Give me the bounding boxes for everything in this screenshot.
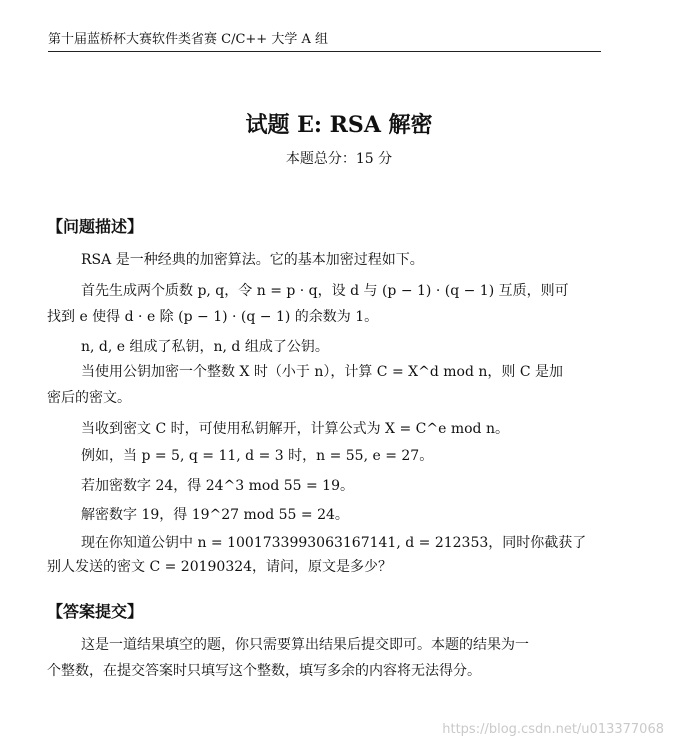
description-line: n, d, e 组成了私钥，n, d 组成了公钥。 <box>81 339 329 355</box>
description-heading: 【问题描述】 <box>47 217 144 236</box>
source-watermark: https://blog.csdn.net/u013377068 <box>442 722 664 737</box>
header-divider <box>48 51 601 52</box>
description-line: 别人发送的密文 C = 20190324，请问，原文是多少？ <box>47 559 393 575</box>
answer-line: 这是一道结果填空的题，你只需要算出结果后提交即可。本题的结果为一 <box>81 637 529 653</box>
description-line: 若加密数字 24，得 24^3 mod 55 = 19。 <box>81 478 354 494</box>
description-line: 首先生成两个质数 p, q，令 n = p · q，设 d 与 (p − 1) · (q − 1) 互质，则可 <box>81 283 569 299</box>
description-line: 例如，当 p = 5, q = 11, d = 3 时，n = 55, e = 27。 <box>81 448 434 464</box>
answer-line: 个整数，在提交答案时只填写这个整数，填写多余的内容将无法得分。 <box>47 663 481 679</box>
description-line: 当收到密文 C 时，可使用私钥解开，计算公式为 X = C^e mod n。 <box>81 421 509 437</box>
page-header: 第十届蓝桥杯大赛软件类省赛 C/C++ 大学 A 组 <box>48 32 328 47</box>
description-line: 解密数字 19，得 19^27 mod 55 = 24。 <box>81 507 349 523</box>
description-line: 密后的密文。 <box>47 390 131 406</box>
problem-title: 试题 E: RSA 解密 <box>245 112 433 138</box>
description-line: RSA 是一种经典的加密算法。它的基本加密过程如下。 <box>81 252 424 268</box>
description-line: 当使用公钥加密一个整数 X 时（小于 n），计算 C = X^d mod n，则 C 是加 <box>81 364 563 380</box>
description-line: 现在你知道公钥中 n = 1001733993063167141, d = 212353，同时你截获了 <box>81 535 587 551</box>
description-line: 找到 e 使得 d · e 除 (p − 1) · (q − 1) 的余数为 1。 <box>47 309 379 325</box>
answer-heading: 【答案提交】 <box>47 602 144 621</box>
problem-score: 本题总分：15 分 <box>285 151 393 167</box>
